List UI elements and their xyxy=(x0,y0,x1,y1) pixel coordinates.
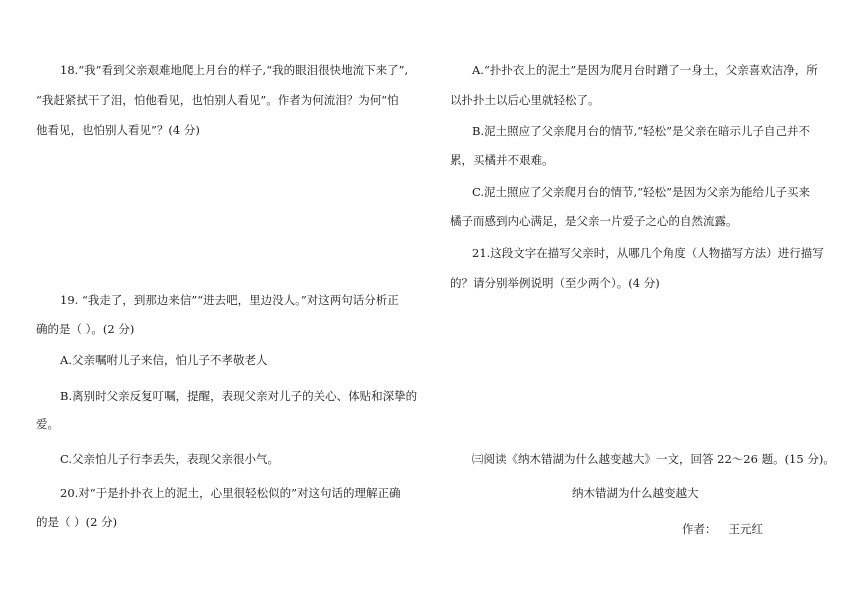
question-18-line-3: 他看见，也怕别人看见”？(4 分) xyxy=(36,123,200,137)
author-label: 作者： xyxy=(682,522,717,536)
article-title: 纳木错湖为什么越变越大 xyxy=(572,486,699,500)
question-20-option-c-line-1: C.泥土照应了父亲爬月台的情节,“轻松”是因为父亲为能给儿子买来 xyxy=(472,185,810,199)
question-21-line-2: 的？请分别举例说明（至少两个）。(4 分) xyxy=(450,276,660,290)
question-20-option-b-line-2: 累，买橘并不艰难。 xyxy=(450,153,554,167)
question-21-line-1: 21.这段文字在描写父亲时，从哪几个角度（人物描写方法）进行描写 xyxy=(472,246,824,260)
question-20-option-a-line-2: 以扑扑土以后心里就轻松了。 xyxy=(450,93,600,107)
section-3-instruction: ㈢阅读《纳木错湖为什么越变越大》一文，回答 22～26 题。(15 分)。 xyxy=(472,452,835,466)
article-author xyxy=(682,521,763,537)
question-19-option-b-line-1: B.离别时父亲反复叮嘱，提醒，表现父亲对儿子的关心、体贴和深挚的 xyxy=(60,389,418,403)
question-20-line-2: 的是（ ）(2 分) xyxy=(36,515,118,529)
question-19-option-b-line-2: 爱。 xyxy=(36,417,59,431)
question-19-line-1: 19. “我走了，到那边来信”“进去吧，里边没人。”对这两句话分析正 xyxy=(60,293,399,307)
author-name: 王元红 xyxy=(728,522,763,536)
question-20-option-c-line-2: 橘子而感到内心满足，是父亲一片爱子之心的自然流露。 xyxy=(450,214,738,228)
question-18-line-1: 18.“我”看到父亲艰难地爬上月台的样子,“我的眼泪很快地流下来了”, xyxy=(60,63,409,77)
question-19-option-a: A.父亲嘱咐儿子来信，怕儿子不孝敬老人 xyxy=(60,353,268,367)
question-19-line-2: 确的是（ ）。(2 分) xyxy=(36,322,135,336)
question-18-line-2: “我赶紧拭干了泪，怕他看见，也怕别人看见”。作者为何流泪？为何“怕 xyxy=(36,93,399,107)
question-19-option-c: C.父亲怕儿子行李丢失，表现父亲很小气。 xyxy=(60,452,280,466)
question-20-line-1: 20.对“于是扑扑衣上的泥土，心里很轻松似的”对这句话的理解正确 xyxy=(60,486,401,500)
question-20-option-a-line-1: A.“扑扑衣上的泥土”是因为爬月台时蹭了一身土，父亲喜欢洁净，所 xyxy=(472,63,818,77)
question-20-option-b-line-1: B.泥土照应了父亲爬月台的情节,“轻松”是父亲在暗示儿子自己并不 xyxy=(472,124,811,138)
